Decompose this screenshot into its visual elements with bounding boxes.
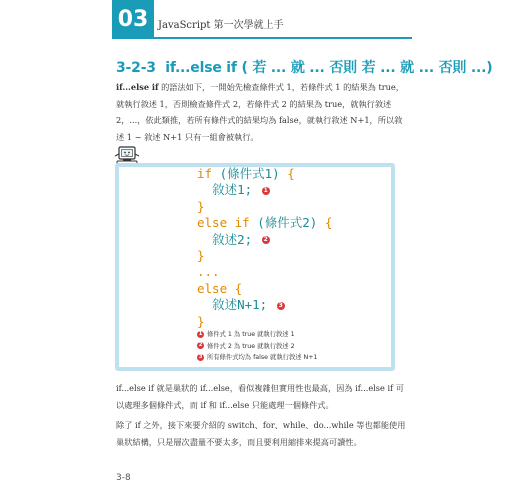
intro-text: 的語法如下，一開始先檢查條件式 1，若條件式 1 的結果為 true，就執行敘述 1，否則檢查條件式 2，若條件式 2 的結果為 true，就執行敘述 2，...，依此類推，若所有條件式的結果均為 false，就執行敘述 N+1，所以敘述 1 ~ 敘述 N+1 只有一組會被執行。: [116, 82, 404, 142]
code-line: else {: [197, 280, 243, 296]
page-number: 3-8: [116, 473, 131, 483]
intro-lead-keyword: if...else if: [116, 82, 159, 92]
note-marker-2-icon: 2: [198, 342, 203, 349]
marker-3-icon: 3: [278, 301, 283, 309]
header-rule: [112, 37, 412, 39]
code-notes-list: [197, 329, 318, 364]
code-block: [197, 166, 332, 330]
section-heading: [116, 57, 492, 77]
note-marker-1-icon: 1: [198, 330, 203, 337]
code-line: 敘述N+1; 3: [212, 297, 283, 313]
nesting-advice-paragraph: 除了 if 之外，接下來要介紹的 switch、for、while、do...while 等也都能使用巢狀結構，只是層次盡量不要太多，而且要利用縮排來提高可讀性。: [116, 420, 406, 447]
code-line: ...: [197, 264, 220, 280]
code-note: 1 條件式 1 為 true 就執行敘述 1: [198, 330, 295, 338]
chapter-title: JavaScript 第一次學就上手: [158, 20, 284, 31]
code-note: 3 所有條件式均為 false 就執行敘述 N+1: [198, 353, 318, 362]
code-note: 2 條件式 2 為 true 就執行敘述 2: [198, 342, 295, 350]
code-line: else if (條件式2) {: [197, 215, 333, 231]
note-marker-3-icon: 3: [198, 353, 203, 360]
chapter-number-tab: 03: [112, 0, 154, 38]
code-line: 敘述1; 1: [212, 182, 268, 198]
code-line: }: [197, 313, 205, 329]
section-number: 3-2-3: [116, 60, 156, 76]
intro-paragraph: [116, 79, 406, 145]
code-line: if (條件式1) {: [197, 166, 295, 181]
section-title: if...else if ( 若 ... 就 ... 否則 若 ... 就 ... 否則 ...): [165, 60, 493, 76]
marker-2-icon: 2: [263, 236, 268, 244]
marker-1-icon: 1: [263, 186, 268, 194]
nested-explanation-paragraph: if...else if 就是巢狀的 if...else，看似複雜但實用性也最高，因為 if...else if 可以處理多個條件式，而 if 和 if...else 只能處理一個條件式。: [116, 383, 404, 410]
code-line: 敘述2; 2: [212, 231, 268, 247]
code-line: }: [197, 247, 205, 263]
code-line: }: [197, 198, 205, 214]
